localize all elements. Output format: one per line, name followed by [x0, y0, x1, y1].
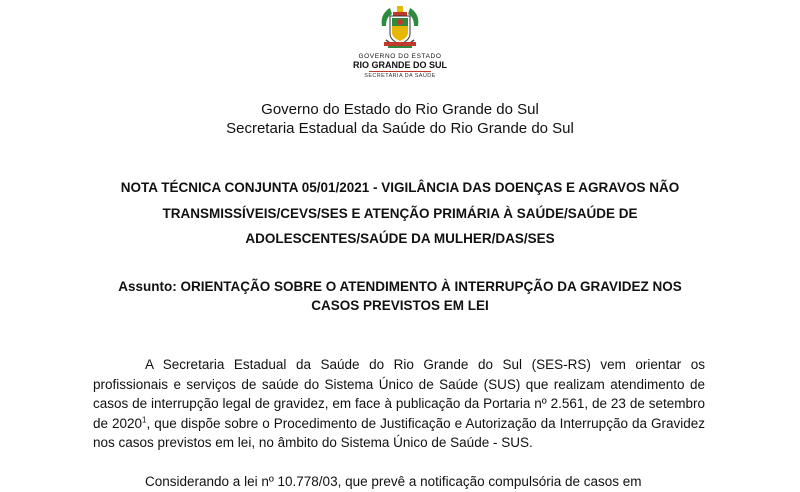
- logo-text-secretaria: SECRETARIA DA SAÚDE: [364, 73, 436, 79]
- government-logo: [340, 4, 460, 79]
- paragraph-1-text-a: A Secretaria Estadual da Saúde do Rio Grande do Sul (SES-RS) vem orientar os profissionais e serviços de saúde do Sistema Único de Saúde (SUS) que realizam atendimento de casos de interrupção legal de gravidez, em face à publicação da Portaria nº 2.561, de 23 de setembro de 2020: [93, 357, 705, 431]
- body-paragraph-1: [93, 355, 705, 453]
- logo-divider: [369, 71, 431, 72]
- body-paragraph-2: Considerando a lei nº 10.778/03, que prevê a notificação compulsória de casos em: [145, 474, 642, 489]
- state-coat-of-arms-icon: [378, 4, 422, 52]
- paragraph-1-text-b: , que dispõe sobre o Procedimento de Justificação e Autorização da Interrupção da Gravidez nos casos previstos em lei, no âmbito do Sistema Único de Saúde - SUS.: [93, 415, 705, 451]
- document-title: NOTA TÉCNICA CONJUNTA 05/01/2021 - VIGILÂNCIA DAS DOENÇAS E AGRAVOS NÃO TRANSMISSÍVEIS/CEVS/SES E ATENÇÃO PRIMÁRIA À SAÚDE/SAÚDE DE ADOLESCENTES/SAÚDE DA MULHER/DAS/SES: [120, 180, 680, 246]
- footnote-reference[interactable]: 1: [142, 415, 147, 425]
- institution-line-2: Secretaria Estadual da Saúde do Rio Grande do Sul: [226, 120, 574, 137]
- logo-text-state: RIO GRANDE DO SUL: [352, 60, 447, 70]
- logo-text-governo: GOVERNO DO ESTADO: [358, 53, 442, 60]
- document-subject: Assunto: ORIENTAÇÃO SOBRE O ATENDIMENTO À INTERRUPÇÃO DA GRAVIDEZ NOS CASOS PREVISTOS EM LEI: [118, 279, 682, 313]
- institution-line-1: Governo do Estado do Rio Grande do Sul: [261, 101, 539, 118]
